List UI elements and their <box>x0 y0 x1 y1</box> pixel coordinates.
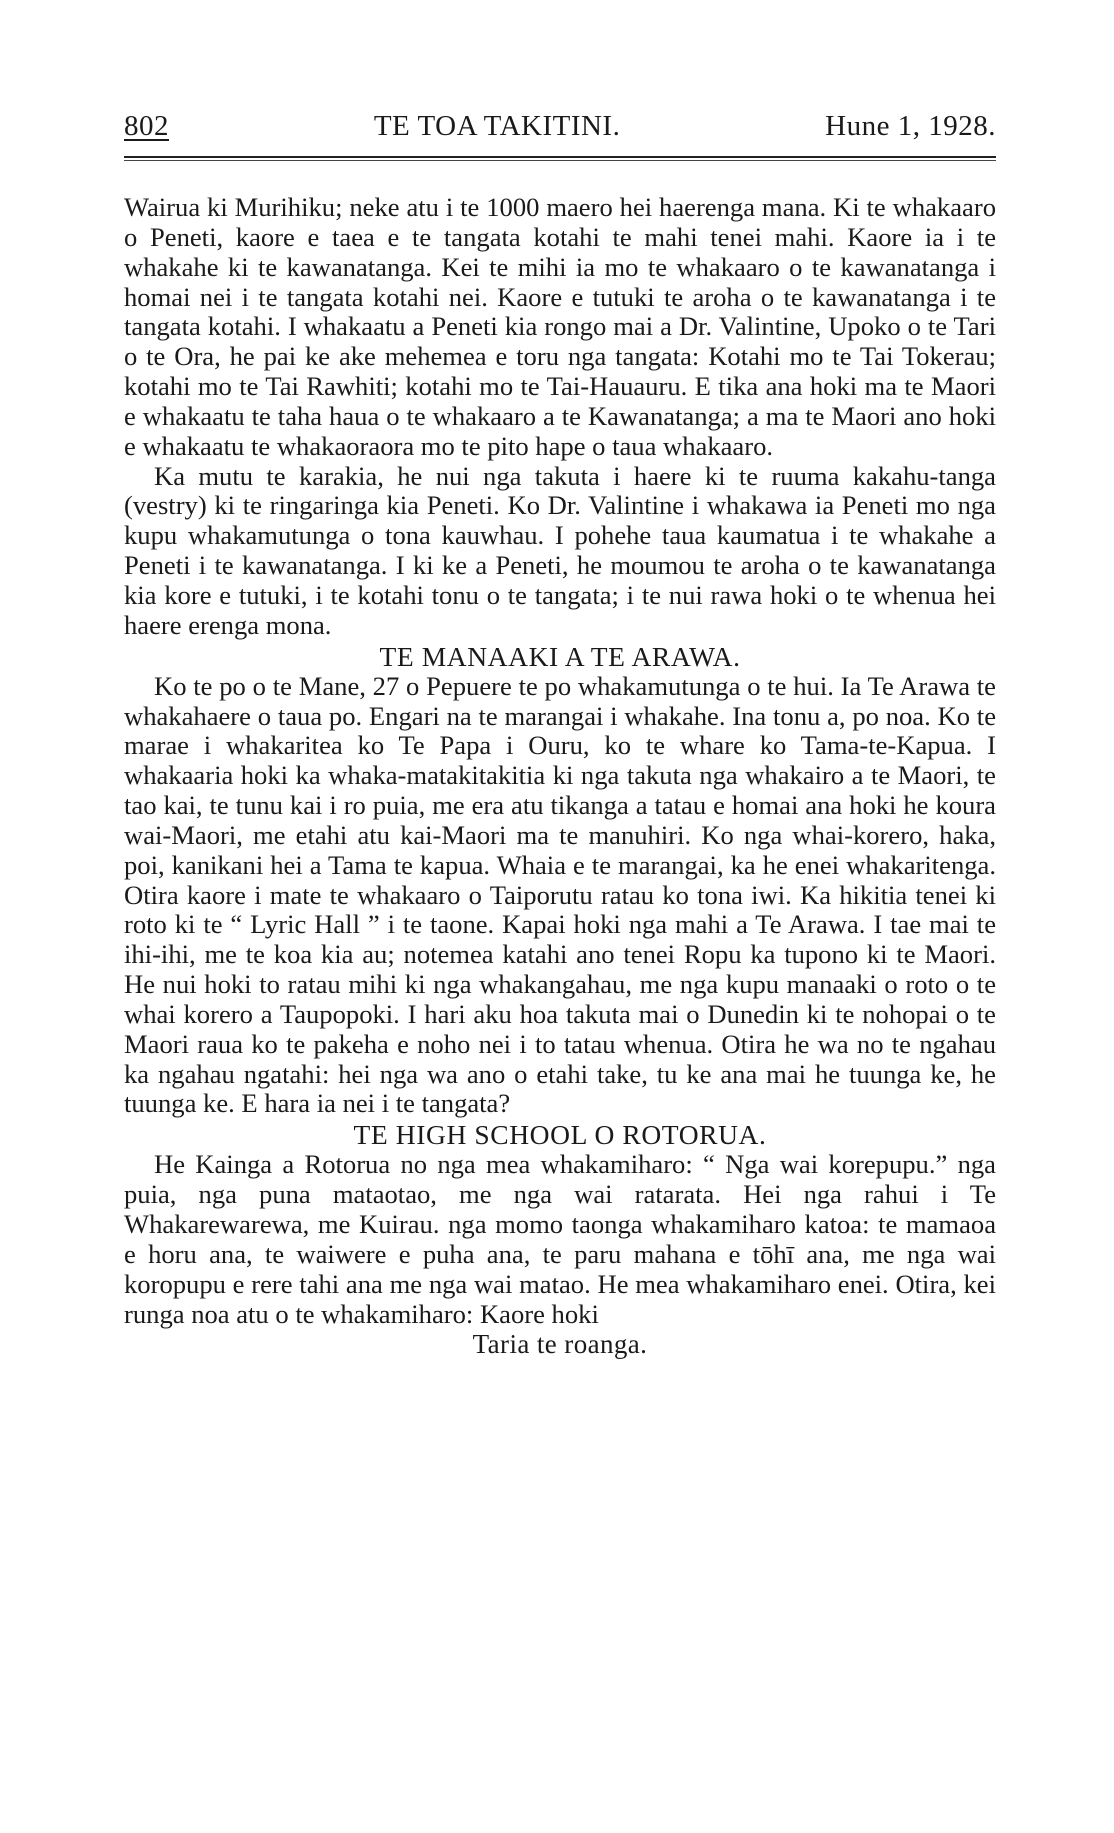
continued-note: Taria te roanga. <box>472 1329 648 1360</box>
page <box>124 110 996 1360</box>
header-rule-thin <box>124 160 996 161</box>
section-heading: TE MANAAKI A TE ARAWA. <box>379 640 741 672</box>
page-number: 802 <box>124 110 169 142</box>
article-body <box>124 193 996 1360</box>
section-heading: TE HIGH SCHOOL O ROTORUA. <box>353 1119 767 1151</box>
header-rule <box>124 156 996 158</box>
paragraph: Ko te po o te Mane, 27 o Pepuere te po whakamutunga o te hui. Ia Te Arawa te whakahaere o taua po. Engari na te marangai i whakahe. Ina tonu a, po noa. Ko te marae i whakaritea ko Te Papa i Ouru, ko te whare ko Tama-te-Kapua. I whakaaria hoki ka whaka-matakitakitia ki nga takuta nga whakairo a te Maori, te tao kai, te tunu kai i ro puia, me era atu tikanga a tatau e homai ana hoki he koura wai-Maori, me etahi atu kai-Maori ma te manuhiri. Ko nga whai-korero, haka, poi, kanikani hei a Tama te kapua. Whaia e te marangai, ka he enei whakaritenga. Otira kaore i mate te whakaaro o Taiporutu ratau ko tona iwi. Ka hikitia tenei ki roto ki te “ Lyric Hall ” i te taone. Kapai hoki nga mahi a Te Arawa. I tae mai te ihi-ihi, me te koa kia au; notemea katahi ano tenei Ropu ka tupono ki te Maori. He nui hoki to ratau mihi ki nga whakangahau, me nga kupu manaaki o roto o te whai korero a Taupopoki. I hari aku hoa takuta mai o Dunedin ki te nohopai o te Maori raua ko te pakeha e noho nei i to tatau whenua. Otira he wa no te ngahau ka ngahau ngatahi: hei nga wa ano o etahi take, tu ke ana mai he tuunga ke, he tuunga ke. E hara ia nei i te tangata? <box>124 670 996 1119</box>
paragraph: Ka mutu te karakia, he nui nga takuta i haere ki te ruuma kakahu-tanga (vestry) ki te ringaringa kia Peneti. Ko Dr. Valintine i whakawa ia Peneti mo nga kupu whakamutunga o tona kauwhau. I pohehe taua kaumatua i te whakahe a Peneti i te kawanatanga. I ki ke a Peneti, he moumou te aroha o te kawanatanga kia kore e tutuki, i te kotahi tonu o te tangata; i te nui rawa hoki o te whenua hei haere erenga mona. <box>124 460 996 640</box>
running-header <box>124 110 996 150</box>
journal-title: TE TOA TAKITINI. <box>373 110 621 142</box>
paragraph: Wairua ki Murihiku; neke atu i te 1000 maero hei haerenga mana. Ki te whakaaro o Peneti, kaore e taea e te tangata kotahi te mahi tenei mahi. Kaore ia i te whakahe ki te kawanatanga. Kei te mihi ia mo te whakaaro o te kawanatanga i homai nei i te tangata kotahi nei. Kaore e tutuki te aroha o te kawanatanga i te tangata kotahi. I whakaatu a Peneti kia rongo mai a Dr. Valintine, Upoko o te Tari o te Ora, he pai ke ake mehemea e toru nga tangata: Kotahi mo te Tai Tokerau; kotahi mo te Tai Rawhiti; kotahi mo te Tai-Hauauru. E tika ana hoki ma te Maori e whakaatu te taha haua o te whakaaro a te Kawanatanga; a ma te Maori ano hoki e whakaatu te whakaoraora mo te pito hape o taua whakaaro. <box>124 192 996 461</box>
issue-date: Hune 1, 1928. <box>825 110 996 142</box>
paragraph: He Kainga a Rotorua no nga mea whakamiharo: “ Nga wai korepupu.” nga puia, nga puna mataotao, me nga wai ratarata. Hei nga rahui i Te Whakarewarewa, me Kuirau. nga momo taonga whakamiharo katoa: te mamaoa e horu ana, te waiwere e puha ana, te paru mahana e tōhī ana, me nga wai koropupu e rere tahi ana me nga wai matao. He mea whakamiharo enei. Otira, kei runga noa atu o te whakamiharo: Kaore hoki <box>124 1149 996 1329</box>
